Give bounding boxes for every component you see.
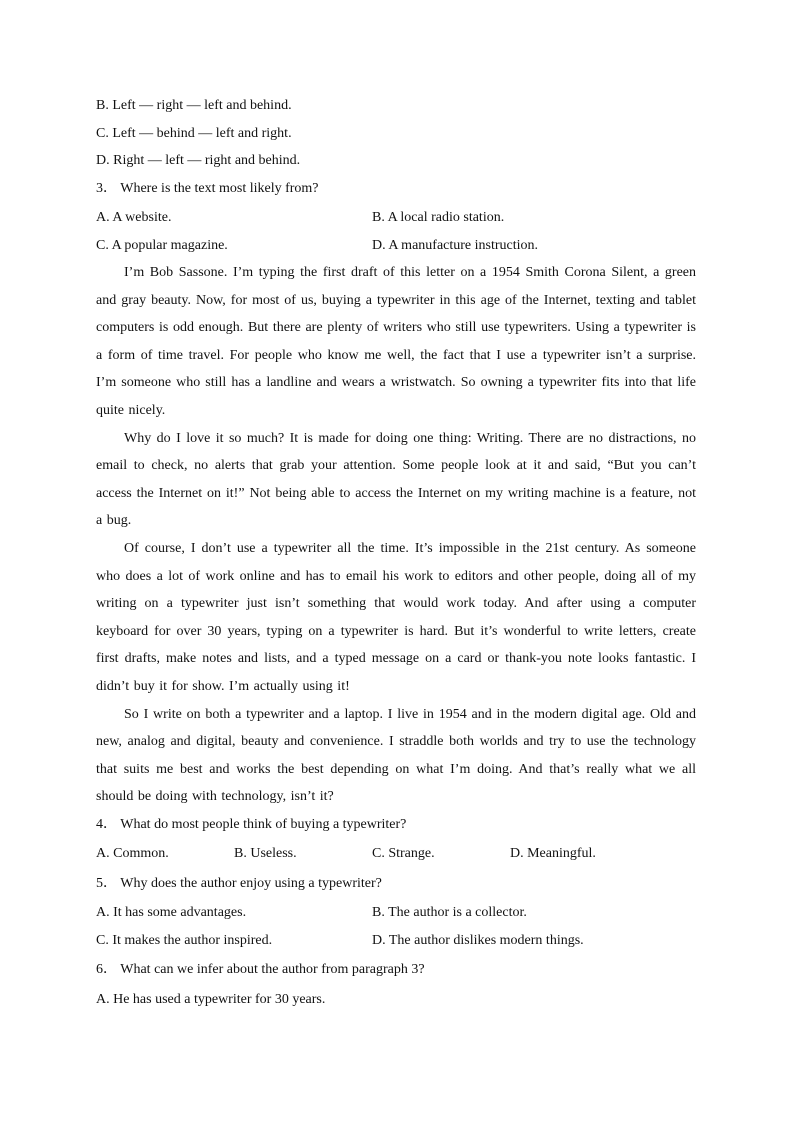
- q5-stem: 5． Why does the author enjoy using a typewriter?: [96, 875, 382, 891]
- q2-options: [96, 92, 696, 175]
- q5-options-row-1: [96, 899, 696, 927]
- q5-options-row-2: [96, 927, 696, 955]
- q3-options-row-1: [96, 204, 696, 232]
- q4-option-b: B. Useless.: [234, 846, 297, 862]
- q5-option-a: A. It has some advantages.: [96, 905, 247, 921]
- q4-option-d: D. Meaningful.: [510, 846, 596, 862]
- q3-option-c: C. A popular magazine.: [96, 237, 228, 253]
- q6-option-a: A. He has used a typewriter for 30 years.: [96, 991, 326, 1007]
- q2-option-b: B. Left — right — left and behind.: [96, 98, 292, 113]
- question-3: [96, 175, 696, 260]
- question-6: [96, 956, 696, 1013]
- q3-option-a: A. A website.: [96, 210, 172, 225]
- q5-option-c: C. It makes the author inspired.: [96, 932, 273, 948]
- passage-paragraph-1: I’m Bob Sassone. I’m typing the first draft of this letter on a 1954 Smith Corona Silent, a green and gray beauty. Now, for most of us, buying a typewriter in this age of the Internet, texting and tablet computers is odd enough. But there are plenty of writers who still use typewriters. Using a typewriter is a form of time travel. For people who know me well, the fact that I use a typewriter isn’t a surprise. I’m someone who still has a landline and wears a wristwatch. So owning a typewriter fits into that life quite nicely.: [96, 265, 696, 418]
- q3-options-row-2: [96, 232, 696, 260]
- question-5: [96, 870, 696, 955]
- q4-option-c: C. Strange.: [372, 846, 435, 862]
- q4-options-row: [96, 840, 696, 868]
- reading-passage: [96, 259, 696, 811]
- passage-paragraph-4: So I write on both a typewriter and a laptop. I live in 1954 and in the modern digital age. Old and new, analog and digital, beauty and convenience. I straddle both worlds and try to use the technology that suits me best and works the best depending on what I’m doing. And that’s really what we all should be doing with technology, isn’t it?: [96, 706, 696, 805]
- q3-option-d: D. A manufacture instruction.: [372, 237, 539, 253]
- q2-option-c: C. Left — behind — left and right.: [96, 125, 292, 141]
- q2-option-d: D. Right — left — right and behind.: [96, 153, 301, 168]
- q4-option-a: A. Common.: [96, 846, 169, 862]
- q5-option-b: B. The author is a collector.: [372, 905, 527, 921]
- q3-stem: 3． Where is the text most likely from?: [96, 180, 319, 196]
- q5-option-d: D. The author dislikes modern things.: [372, 932, 584, 948]
- question-4: [96, 811, 696, 868]
- q6-stem: 6． What can we infer about the author from paragraph 3?: [96, 962, 425, 978]
- passage-paragraph-3: Of course, I don’t use a typewriter all the time. It’s impossible in the 21st century. As someone who does a lot of work online and has to email his work to editors and other people, doing all of my writing on a typewriter just isn’t something that would work today. And after using a computer keyboard for over 30 years, typing on a typewriter is hard. But it’s wonderful to write letters, create first drafts, make notes and lists, and a typed message on a card or thank-you note looks fantastic. I didn’t buy it for show. I’m actually using it!: [96, 540, 696, 694]
- q4-stem: 4． What do most people think of buying a typewriter?: [96, 816, 407, 832]
- q3-option-b: B. A local radio station.: [372, 210, 505, 225]
- passage-paragraph-2: Why do I love it so much? It is made for doing one thing: Writing. There are no distractions, no email to check, no alerts that grab your attention. Some people look at it and said, “But you can’t access the Internet on it!” Not being able to access the Internet on my writing machine is a feature, not a bug.: [96, 430, 696, 529]
- exam-page: [96, 92, 696, 1013]
